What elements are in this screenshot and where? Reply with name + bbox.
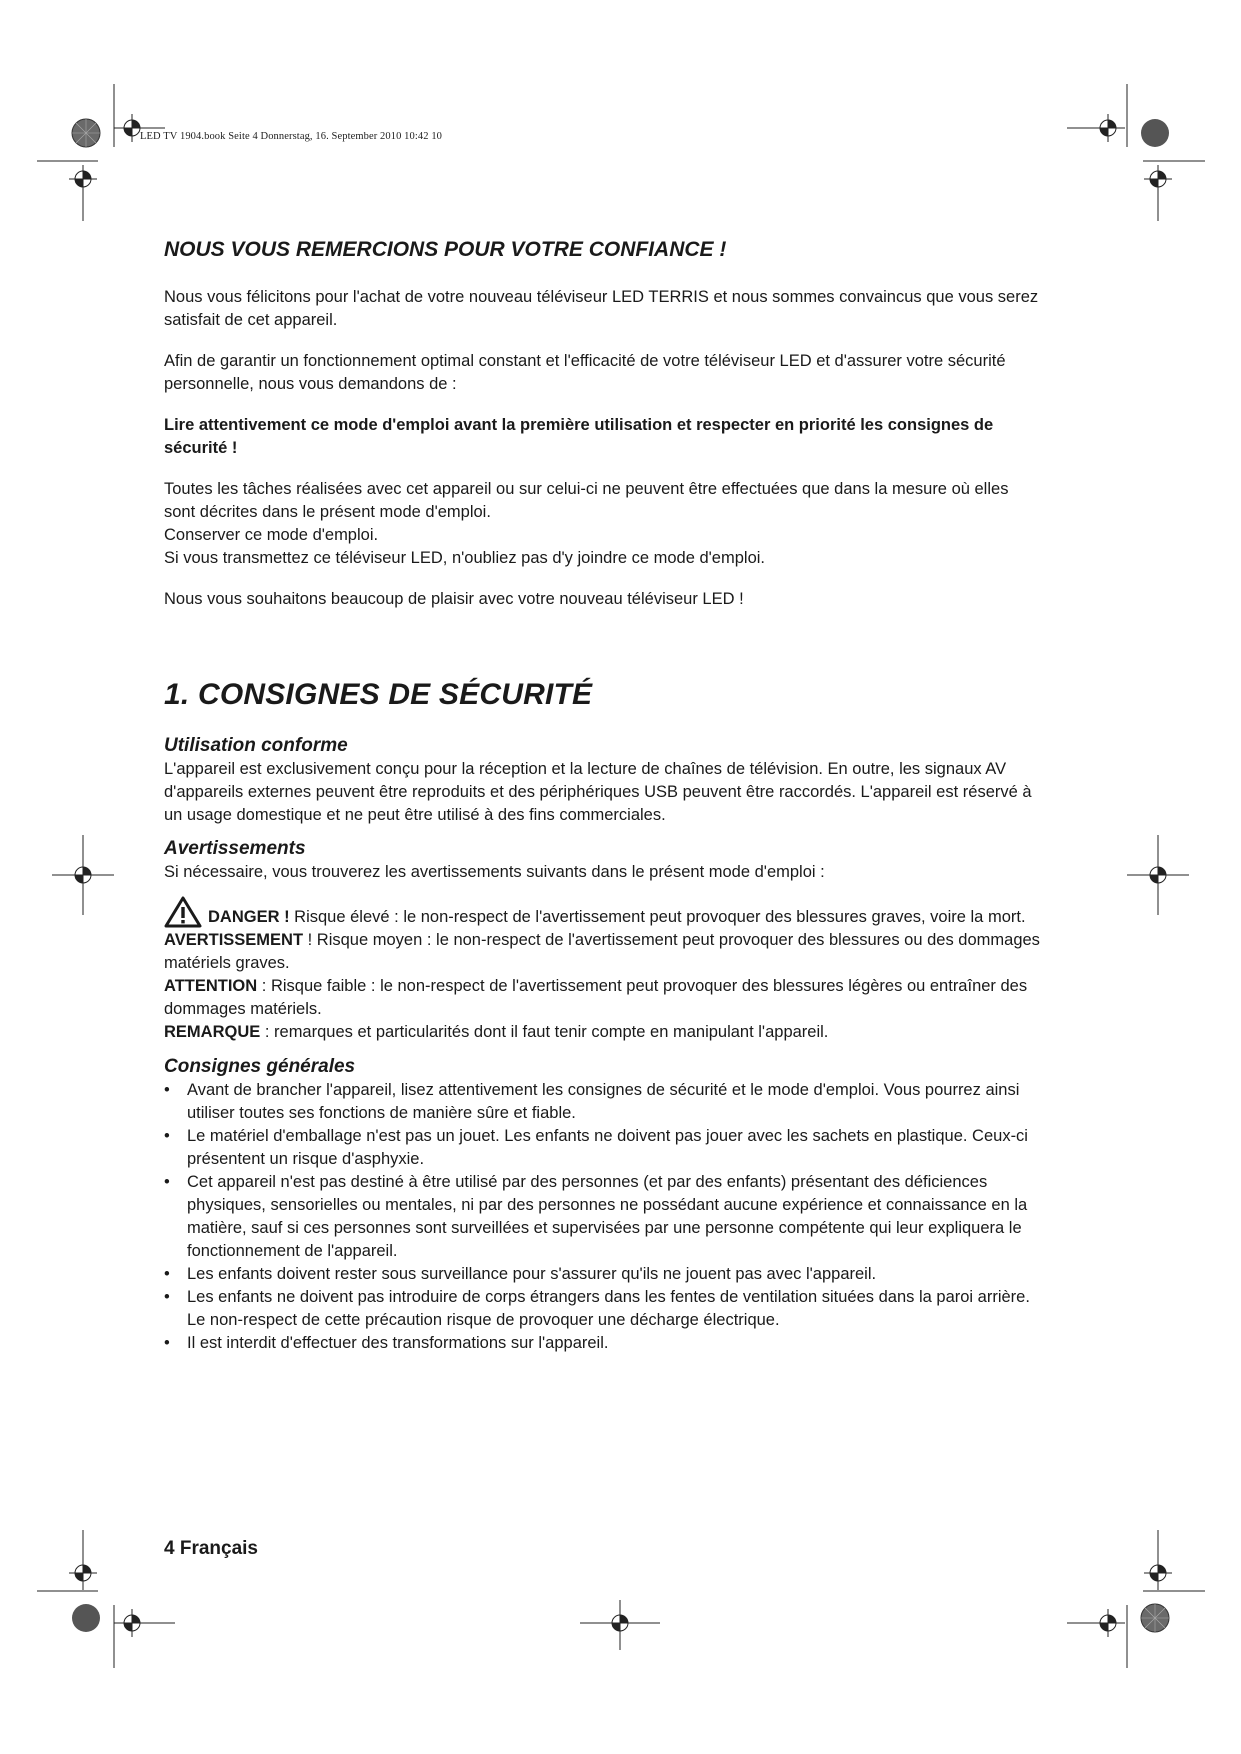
attention-text: : Risque faible : le non-respect de l'avertissement peut provoquer des blessures légères ou entraîner des dommages matériels. <box>164 977 1028 1018</box>
remarque-label: REMARQUE <box>164 1023 261 1041</box>
general-bullet-list <box>164 1079 1044 1355</box>
attention-line <box>164 975 1044 1021</box>
list-item: • Cet appareil n'est pas destiné à être utilisé par des personnes (et par des enfants) présentant des déficiences physiques, sensorielles ou mentales, ni par des personnes ne possédant aucune expérience et connaissance en la matière, sauf si ces personnes sont surveillées et supervisées par une personne compétente qui leur expliquera le fonctionnement de l'appareil. <box>164 1173 1028 1260</box>
page-content <box>164 236 1044 1355</box>
intro-paragraph: Nous vous félicitons pour l'achat de votre nouveau téléviseur LED TERRIS et nous sommes convaincus que vous serez satisfait de cet appareil. <box>164 288 1039 329</box>
danger-label: DANGER ! <box>208 908 290 926</box>
list-item: • Les enfants doivent rester sous surveillance pour s'assurer qu'ils ne jouent pas avec l'appareil. <box>164 1265 877 1283</box>
intro-bold-paragraph: Lire attentivement ce mode d'emploi avant la première utilisation et respecter en priorité les consignes de sécurité ! <box>164 416 994 457</box>
registration-mark-icon <box>1094 114 1122 142</box>
intro-paragraph: Nous vous souhaitons beaucoup de plaisir avec votre nouveau téléviseur LED ! <box>164 590 744 608</box>
intro-title: NOUS VOUS REMERCIONS POUR VOTRE CONFIANCE ! <box>164 238 727 261</box>
registration-mark-icon <box>1094 1609 1122 1637</box>
general-heading: Consignes générales <box>164 1056 356 1077</box>
color-wheel-icon <box>1141 119 1169 147</box>
intro-paragraph: Conserver ce mode d'emploi. <box>164 526 379 544</box>
attention-label: ATTENTION <box>164 977 258 995</box>
intro-paragraph: Toutes les tâches réalisées avec cet appareil ou sur celui-ci ne peuvent être effectuées que dans la mesure où elles sont décrites dans le présent mode d'emploi. <box>164 480 1009 521</box>
registration-mark-icon <box>69 1559 97 1587</box>
remarque-text: : remarques et particularités dont il faut tenir compte en manipulant l'appareil. <box>260 1023 829 1041</box>
usage-text: L'appareil est exclusivement conçu pour la réception et la lecture de chaînes de télévision. En outre, les signaux AV d'appareils externes peuvent être reproduits et des périphériques USB peuvent être raccordés. L'appareil est réservé à un usage domestique et ne peut être utilisé à des fins commerciales. <box>164 760 1032 824</box>
list-item: • Avant de brancher l'appareil, lisez attentivement les consignes de sécurité et le mode d'emploi. Vous pourrez ainsi utiliser toutes ses fonctions de manière sûre et fiable. <box>164 1081 1020 1122</box>
registration-mark-icon <box>1144 861 1172 889</box>
intro-paragraph: Afin de garantir un fonctionnement optimal constant et l'efficacité de votre téléviseur LED et d'assurer votre sécurité personnelle, nous vous demandons de : <box>164 352 1006 393</box>
warning-triangle-icon <box>164 896 202 928</box>
avertissement-label: AVERTISSEMENT <box>164 931 304 949</box>
intro-paragraph: Si vous transmettez ce téléviseur LED, n'oubliez pas d'y joindre ce mode d'emploi. <box>164 549 766 567</box>
danger-text: Risque élevé : le non-respect de l'avertissement peut provoquer des blessures graves, voire la mort. <box>289 908 1026 926</box>
warnings-heading: Avertissements <box>164 838 306 859</box>
print-header: LED TV 1904.book Seite 4 Donnerstag, 16. September 2010 10:42 10 <box>140 131 443 142</box>
registration-mark-icon <box>69 861 97 889</box>
danger-line <box>164 896 1044 929</box>
page-footer: 4 Français <box>164 1538 258 1559</box>
color-wheel-icon <box>72 119 100 147</box>
avertissement-text: ! Risque moyen : le non-respect de l'avertissement peut provoquer des blessures ou des dommages matériels graves. <box>164 931 1040 972</box>
avertissement-line <box>164 929 1044 975</box>
color-wheel-icon <box>72 1604 100 1632</box>
warnings-intro: Si nécessaire, vous trouverez les avertissements suivants dans le présent mode d'emploi : <box>164 863 825 881</box>
color-wheel-icon <box>1141 1604 1169 1632</box>
registration-mark-icon <box>1144 1559 1172 1587</box>
section-title: 1. CONSIGNES DE SÉCURITÉ <box>164 678 593 711</box>
usage-heading: Utilisation conforme <box>164 735 348 756</box>
remarque-line <box>164 1021 1044 1044</box>
list-item: • Il est interdit d'effectuer des transformations sur l'appareil. <box>164 1334 609 1352</box>
list-item: • Le matériel d'emballage n'est pas un jouet. Les enfants ne doivent pas jouer avec les sachets en plastique. Ceux-ci présentent un risque d'asphyxie. <box>164 1127 1028 1168</box>
list-item: • Les enfants ne doivent pas introduire de corps étrangers dans les fentes de ventilation situées dans la paroi arrière. Le non-respect de cette précaution risque de provoquer une décharge électrique. <box>164 1288 1030 1329</box>
